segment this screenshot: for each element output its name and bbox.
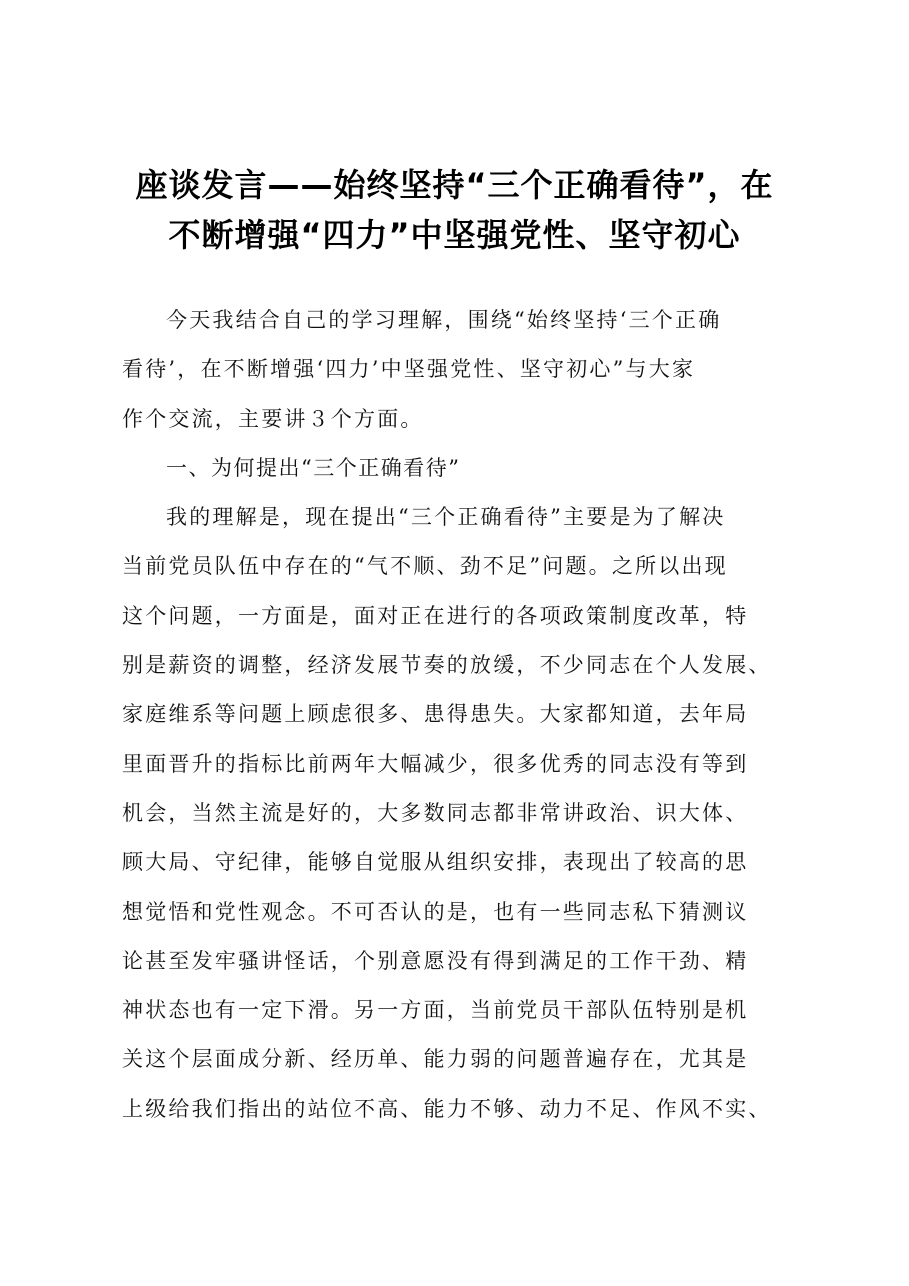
title-line: 座谈发言——始终坚持“三个正确看待”，在 <box>135 166 774 204</box>
document-title <box>60 160 849 260</box>
paragraph-line: 作个交流，主要讲３个方面。 <box>122 406 424 431</box>
paragraph-line: 里面晋升的指标比前两年大幅减少，很多优秀的同志没有等到 <box>122 751 749 776</box>
paragraph-line: 今天我结合自己的学习理解，围绕“始终坚持‘三个正确 <box>166 308 722 332</box>
paragraph-line: 想觉悟和党性观念。不可否认的是，也有一些同志私下猜测议 <box>122 899 749 924</box>
section-heading: 一、为何提出“三个正确看待” <box>166 455 461 480</box>
document-body <box>122 296 802 1134</box>
paragraph-line: 家庭维系等问题上顾虑很多、患得患失。大家都知道，去年局 <box>122 702 749 727</box>
paragraph-line: 看待’，在不断增强‘四力’中坚强党性、坚守初心”与大家 <box>122 357 696 382</box>
paragraph-line: 论甚至发牢骚讲怪话，个别意愿没有得到满足的工作干劲、精 <box>122 948 749 973</box>
paragraph-line: 别是薪资的调整，经济发展节奏的放缓，不少同志在个人发展、 <box>122 653 772 678</box>
paragraph-line: 我的理解是，现在提出“三个正确看待”主要是为了解决 <box>166 505 726 530</box>
paragraph-line: 顾大局、守纪律，能够自觉服从组织安排，表现出了较高的思 <box>122 850 749 875</box>
paragraph-line: 神状态也有一定下滑。另一方面，当前党员干部队伍特别是机 <box>122 998 749 1023</box>
paragraph-line: 关这个层面成分新、经历单、能力弱的问题普遍存在，尤其是 <box>122 1047 749 1072</box>
title-line: 不断增强“四力”中坚强党性、坚守初心 <box>168 216 741 254</box>
paragraph-line: 上级给我们指出的站位不高、能力不够、动力不足、作风不实、 <box>122 1096 772 1121</box>
paragraph-line: 机会，当然主流是好的，大多数同志都非常讲政治、识大体、 <box>122 800 749 825</box>
paragraph-line: 这个问题，一方面是，面对正在进行的各项政策制度改革，特 <box>122 603 749 628</box>
paragraph-line: 当前党员队伍中存在的“气不顺、劲不足”问题。之所以出现 <box>122 554 728 579</box>
